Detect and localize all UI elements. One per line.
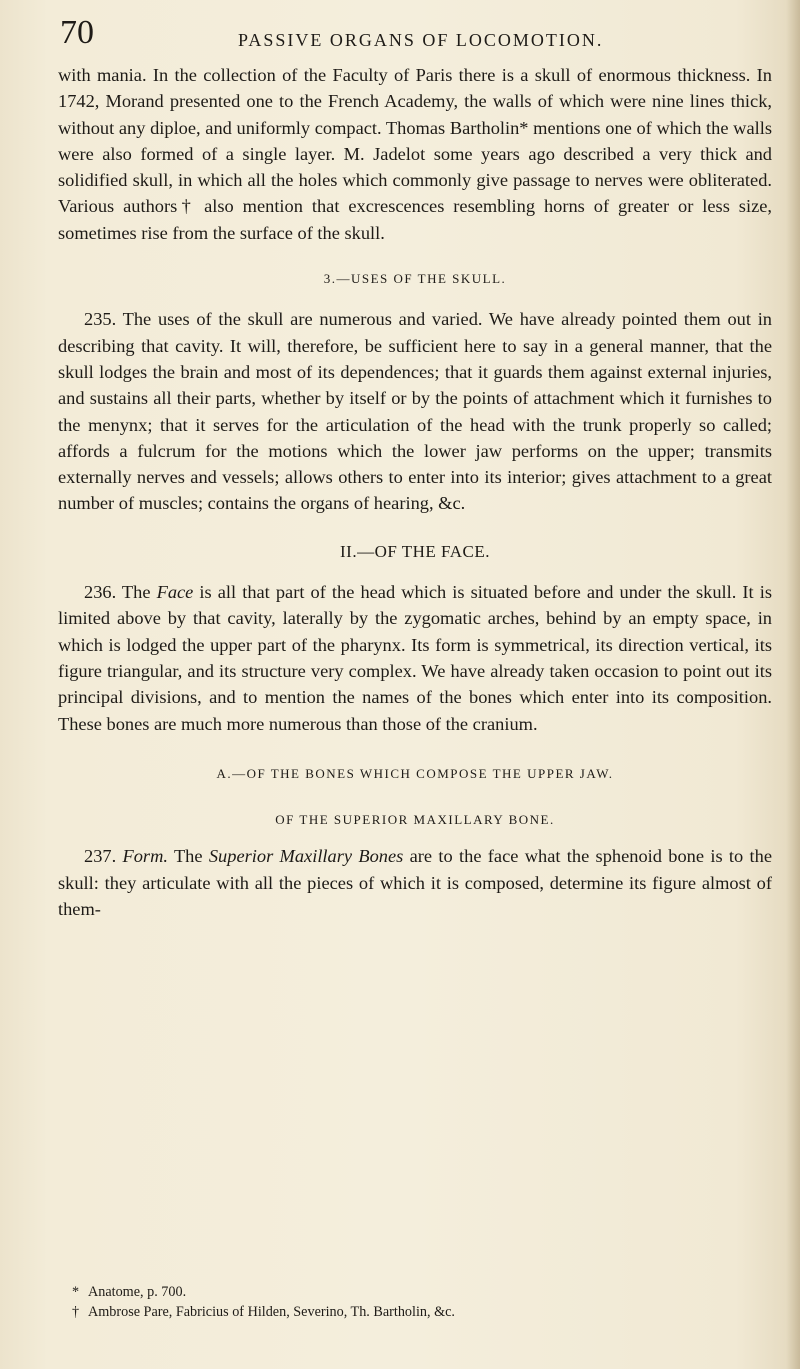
page-header: [60, 8, 760, 54]
footnote-1-marker: *: [72, 1284, 80, 1300]
footnote-2: [72, 1302, 762, 1322]
section-heading-bones-upper-jaw: A.—OF THE BONES WHICH COMPOSE THE UPPER JAW.: [216, 765, 614, 781]
paragraph-235: 235. The uses of the skull are numerous and varied. We have already pointed them out in describing that cavity. It will, therefore, be sufficient here to say in a general manner, that the skull lodges the brain and most of its dependences; that it guards them against external injuries, and sustains all their parts, whether by itself or by the points of attachment which it furnishes to the menynx; that it serves for the articulation of the head with the trunk properly so called; affords a fulcrum for the motions which the lower jaw performs on the upper; transmits externally nerves and vessels; allows others to enter into its interior; gives attachment to a great number of muscles; contains the organs of hearing, &c.: [58, 309, 772, 514]
section-heading-superior-maxillary-bone: OF THE SUPERIOR MAXILLARY BONE.: [275, 812, 555, 828]
page-body: [58, 62, 772, 922]
footnote-2-text: Ambrose Pare, Fabricius of Hilden, Severino, Th. Bartholin, &c.: [88, 1304, 455, 1320]
section-heading-uses-of-skull: 3.—USES OF THE SKULL.: [323, 271, 507, 287]
paragraph-237-text: are to the face what the sphenoid bone is to the skull: they articulate with all the pieces of which it is composed, determine its figure almost of them-: [58, 846, 772, 920]
paragraph-237-number: 237.: [84, 846, 123, 867]
term-face: Face: [156, 582, 194, 603]
page-edge-shadow: [786, 0, 800, 1369]
term-superior-maxillary-bones: Superior Maxillary Bones: [208, 846, 404, 867]
term-form: Form.: [122, 846, 168, 867]
footnotes: [72, 1282, 762, 1322]
paragraph-236-number: 236. The: [84, 582, 157, 603]
section-heading-of-the-face: II.—OF THE FACE.: [340, 541, 490, 561]
footnote-1: [72, 1282, 762, 1302]
footnote-2-marker: †: [72, 1304, 80, 1320]
paragraph-skull-thickness: with mania. In the collection of the Faculty of Paris there is a skull of enormous thickness. In 1742, Morand presented one to the French Academy, the walls of which were nine lines thick, without any diploe, and uniformly compact. Thomas Bartholin* mentions one of which the walls were also formed of a single layer. M. Jadelot some years ago described a very thick and solidified skull, in which all the holes which commonly give passage to nerves were obliterated. Various authors† also mention that excrescences resembling horns of greater or less size, sometimes rise from the surface of the skull.: [58, 65, 772, 243]
footnote-1-text: Anatome, p. 700.: [88, 1284, 187, 1300]
page-number: 70: [60, 14, 94, 51]
paragraph-236: [58, 579, 772, 737]
paragraph-237-the: The: [167, 846, 209, 867]
running-title: PASSIVE ORGANS OF LOCOMOTION.: [238, 30, 604, 50]
paragraph-237: [58, 843, 772, 922]
paragraph-236-text: is all that part of the head which is situated before and under the skull. It is limited above by that cavity, laterally by the zygomatic arches, behind by an empty space, in which is lodged the upper part of the pharynx. Its form is symmetrical, its direction vertical, its figure triangular, and its structure very complex. We have already taken occasion to point out its principal divisions, and to mention the names of the bones which enter into its composition. These bones are much more numerous than those of the cranium.: [58, 582, 772, 734]
